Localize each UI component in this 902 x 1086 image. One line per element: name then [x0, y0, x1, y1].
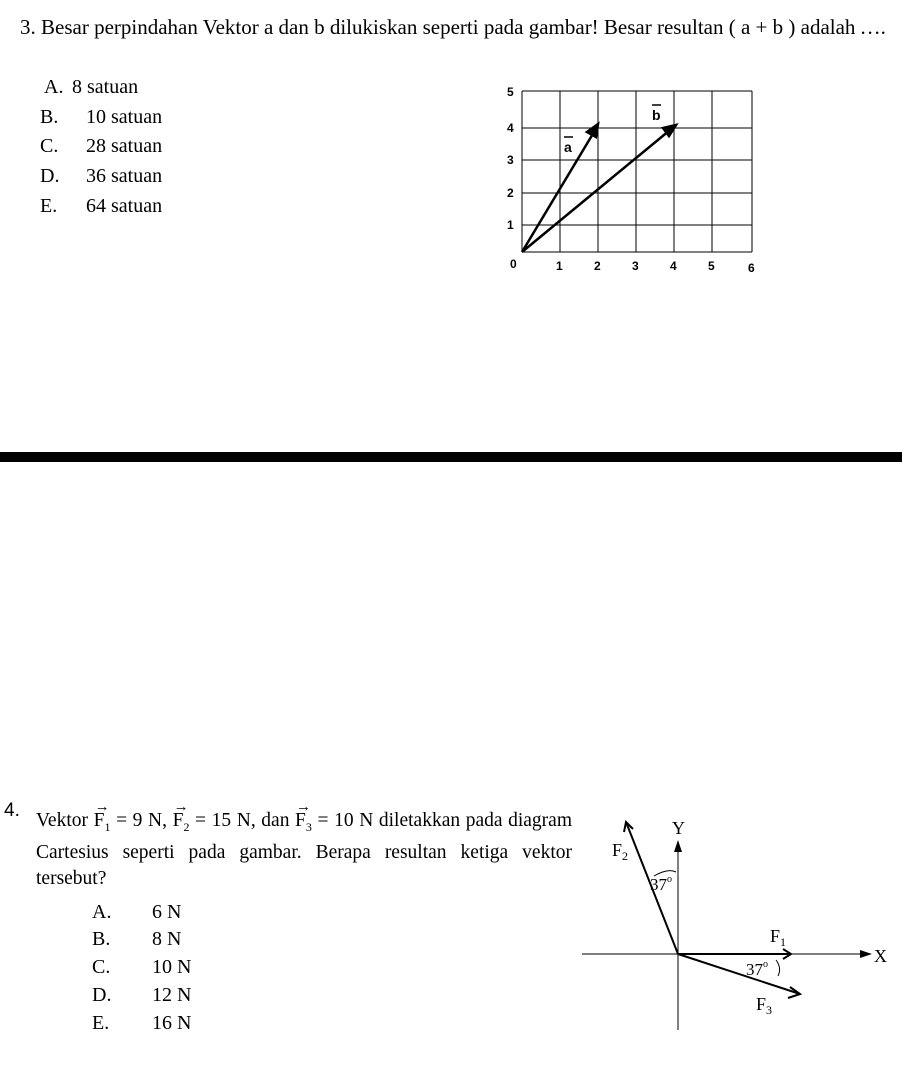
section-divider [0, 452, 902, 462]
vector-b-line [522, 130, 670, 252]
q3-option-c[interactable]: C. 28 satuan [40, 135, 163, 157]
q4-option-d[interactable]: D. 12 N [92, 984, 192, 1006]
question-3-text [20, 14, 890, 41]
angle-top-label [650, 874, 672, 894]
vector-f3-line [678, 954, 800, 994]
vector-a-line [522, 132, 594, 252]
question-3-stem: Besar perpindahan Vektor a dan b dilukiskan seperti pada gambar! Besar resultan ( a + b ) adalah …. [41, 15, 886, 39]
q3-option-a[interactable]: A. 8 satuan [44, 76, 139, 98]
y-tick-1: 1 [507, 218, 514, 232]
y-tick-3: 3 [507, 153, 514, 167]
q4-option-a[interactable]: A. 6 N [92, 901, 182, 923]
x-tick-6: 6 [748, 261, 755, 275]
svg-text:F2: $F_2$ [612, 840, 629, 863]
force-diagram-figure [572, 808, 902, 1038]
axis-y-label: Y [672, 818, 685, 838]
x-tick-4: 4 [670, 259, 677, 273]
vector-f3-symbol: → $F_3$ [295, 808, 312, 840]
x-tick-3: 3 [632, 259, 639, 273]
q4-option-b[interactable]: B. 8 N [92, 928, 182, 950]
x-tick-5: 5 [708, 259, 715, 273]
angle-bottom-arc [776, 960, 780, 976]
axis-x-label: X [874, 946, 887, 966]
f1-label [770, 926, 786, 949]
svg-text:F1: $F_1$ [770, 926, 787, 949]
f2-label [612, 840, 628, 863]
vector-a-label: a [564, 139, 572, 155]
q4-option-c[interactable]: C. 10 N [92, 956, 192, 978]
q3-option-e[interactable]: E. 64 satuan [40, 195, 163, 217]
vector-grid-figure [490, 80, 780, 280]
question-4-text: Vektor → $F_1 = 9$ N, → $F_2 = 15$ N, dan → $F_3 = 10$ N diletakkan pada diagram Cartesius seperti pada gambar. Berapa resultan ketiga vektor tersebut? [36, 808, 572, 892]
q3-option-b[interactable]: B. 10 satuan [40, 106, 163, 128]
svg-text:37o: 37$^o$ [746, 959, 768, 979]
x-tick-1: 1 [556, 259, 563, 273]
angle-bottom-label [746, 959, 768, 979]
f3-label [756, 994, 772, 1017]
x-tick-2: 2 [594, 259, 601, 273]
vector-a-arrowhead [587, 124, 598, 137]
question-3-number: 3. [20, 15, 36, 39]
svg-text:37o: 37$^o$ [650, 874, 672, 894]
y-tick-4: 4 [507, 121, 514, 135]
grid-lines [522, 91, 752, 252]
vector-f1-symbol: → $F_1$ [94, 808, 111, 840]
q4-option-e[interactable]: E. 16 N [92, 1012, 192, 1034]
y-axis-arrowhead [674, 840, 682, 852]
q3-option-d[interactable]: D. 36 satuan [40, 165, 163, 187]
x-tick-0: 0 [510, 257, 517, 271]
y-tick-2: 2 [507, 186, 514, 200]
x-axis-arrowhead [860, 950, 872, 958]
vector-b-label: b [652, 107, 661, 123]
svg-text:F3: $F_3$ [756, 994, 773, 1017]
question-4-number: 4. [4, 800, 20, 821]
vector-f2-symbol: → $F_2$ [173, 808, 190, 840]
y-tick-5: 5 [507, 85, 514, 99]
